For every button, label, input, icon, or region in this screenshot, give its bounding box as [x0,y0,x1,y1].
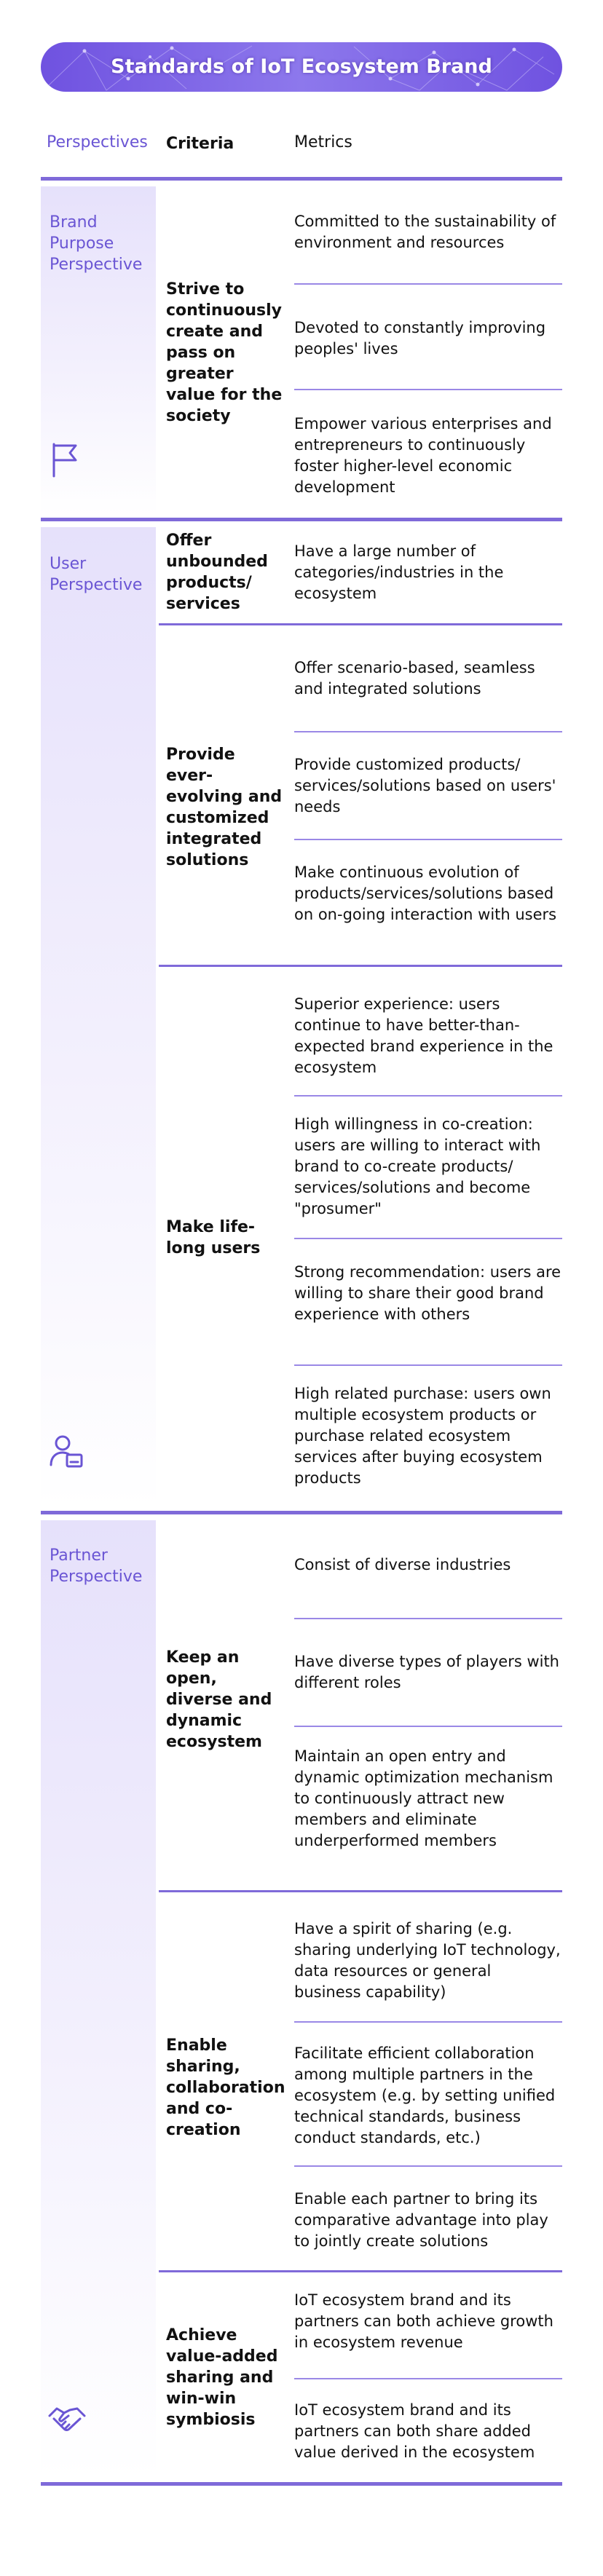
metric-item: Provide customized products/ services/solutions based on users' needs [294,756,556,815]
header-criteria: Criteria [166,135,234,153]
perspective-panel-partner [41,1520,156,2479]
metric-divider [294,1726,562,1727]
section-divider [41,2482,562,2486]
criteria-label: Provide ever-evolving and customized integrated solutions [166,746,283,869]
metric-divider [294,1364,562,1366]
metric-item: Facilitate efficient collaboration among multiple partners in the ecosystem (e.g. by setting unified technical standards, business conduct standards, etc.) [294,2044,556,2146]
metric-divider [294,2165,562,2167]
criteria-divider [159,965,562,967]
metric-item: Committed to the sustainability of environment and resources [294,213,556,251]
metric-item: Maintain an open entry and dynamic optimization mechanism to continuously attract new members and eliminate underperformed members [294,1747,553,1849]
metric-item: IoT ecosystem brand and its partners can both achieve growth in ecosystem revenue [294,2291,553,2351]
header-metrics: Metrics [294,133,352,151]
criteria-divider [159,623,562,625]
metric-item: Have diverse types of players with different roles [294,1653,559,1691]
criteria-label: Strive to continuously create and pass on greater value for the society [166,280,283,425]
metric-divider [294,389,562,390]
metric-divider [294,1095,562,1097]
criteria-label: Make life-long users [166,1218,261,1257]
metric-divider [294,1238,562,1239]
criteria-label: Offer unbounded products/ services [166,532,268,613]
perspective-label: User Perspective [50,555,143,594]
metric-item: Offer scenario-based, seamless and integrated solutions [294,659,535,698]
metric-divider [294,2378,562,2379]
section-divider [41,177,562,181]
criteria-divider [159,1890,562,1892]
metric-divider [294,731,562,732]
metric-divider [294,283,562,285]
metric-divider [294,839,562,840]
title-banner [41,42,562,92]
metric-item: Devoted to constantly improving peoples' lives [294,319,546,357]
handshake-icon [47,2403,87,2439]
criteria-label: Enable sharing, collaboration and co-creation [166,2036,285,2139]
perspective-label: Partner Perspective [50,1546,143,1586]
metric-item: Enable each partner to bring its comparative advantage into play to jointly create solutions [294,2190,548,2250]
criteria-label: Keep an open, diverse and dynamic ecosystem [166,1648,272,1751]
metric-item: Superior experience: users continue to have better-than-expected brand experience in the ecosystem [294,995,553,1076]
metric-item: High willingness in co-creation: users are willing to interact with brand to co-create products/ services/solutions and become "prosumer" [294,1115,541,1217]
section-divider [41,1511,562,1514]
perspective-panel-user [41,527,156,1509]
metric-item: Have a spirit of sharing (e.g. sharing underlying IoT technology, data resources or general business capability) [294,1920,561,2001]
section-divider [41,518,562,521]
header-perspectives: Perspectives [47,133,148,151]
metric-divider [294,1618,562,1619]
criteria-label: Achieve value-added sharing and win-win symbiosis [166,2326,278,2429]
user-device-icon [48,1433,86,1474]
metric-item: IoT ecosystem brand and its partners can both share added value derived in the ecosystem [294,2401,535,2461]
perspective-label: Brand Purpose Perspective [50,213,143,274]
banner-title: Standards of IoT Ecosystem Brand [111,55,492,78]
metric-item: High related purchase: users own multiple ecosystem products or purchase related ecosystem services after buying ecosystem products [294,1385,551,1487]
metric-item: Make continuous evolution of products/services/solutions based on on-going interaction with users [294,864,557,923]
metric-divider [294,2021,562,2023]
flag-icon [50,441,82,482]
metric-item: Strong recommendation: users are willing to share their good brand experience with others [294,1263,561,1323]
metric-item: Have a large number of categories/industries in the ecosystem [294,542,504,602]
metric-item: Empower various enterprises and entrepreneurs to continuously foster higher-level economic development [294,415,552,496]
metric-item: Consist of diverse industries [294,1556,511,1573]
criteria-divider [159,2270,562,2272]
